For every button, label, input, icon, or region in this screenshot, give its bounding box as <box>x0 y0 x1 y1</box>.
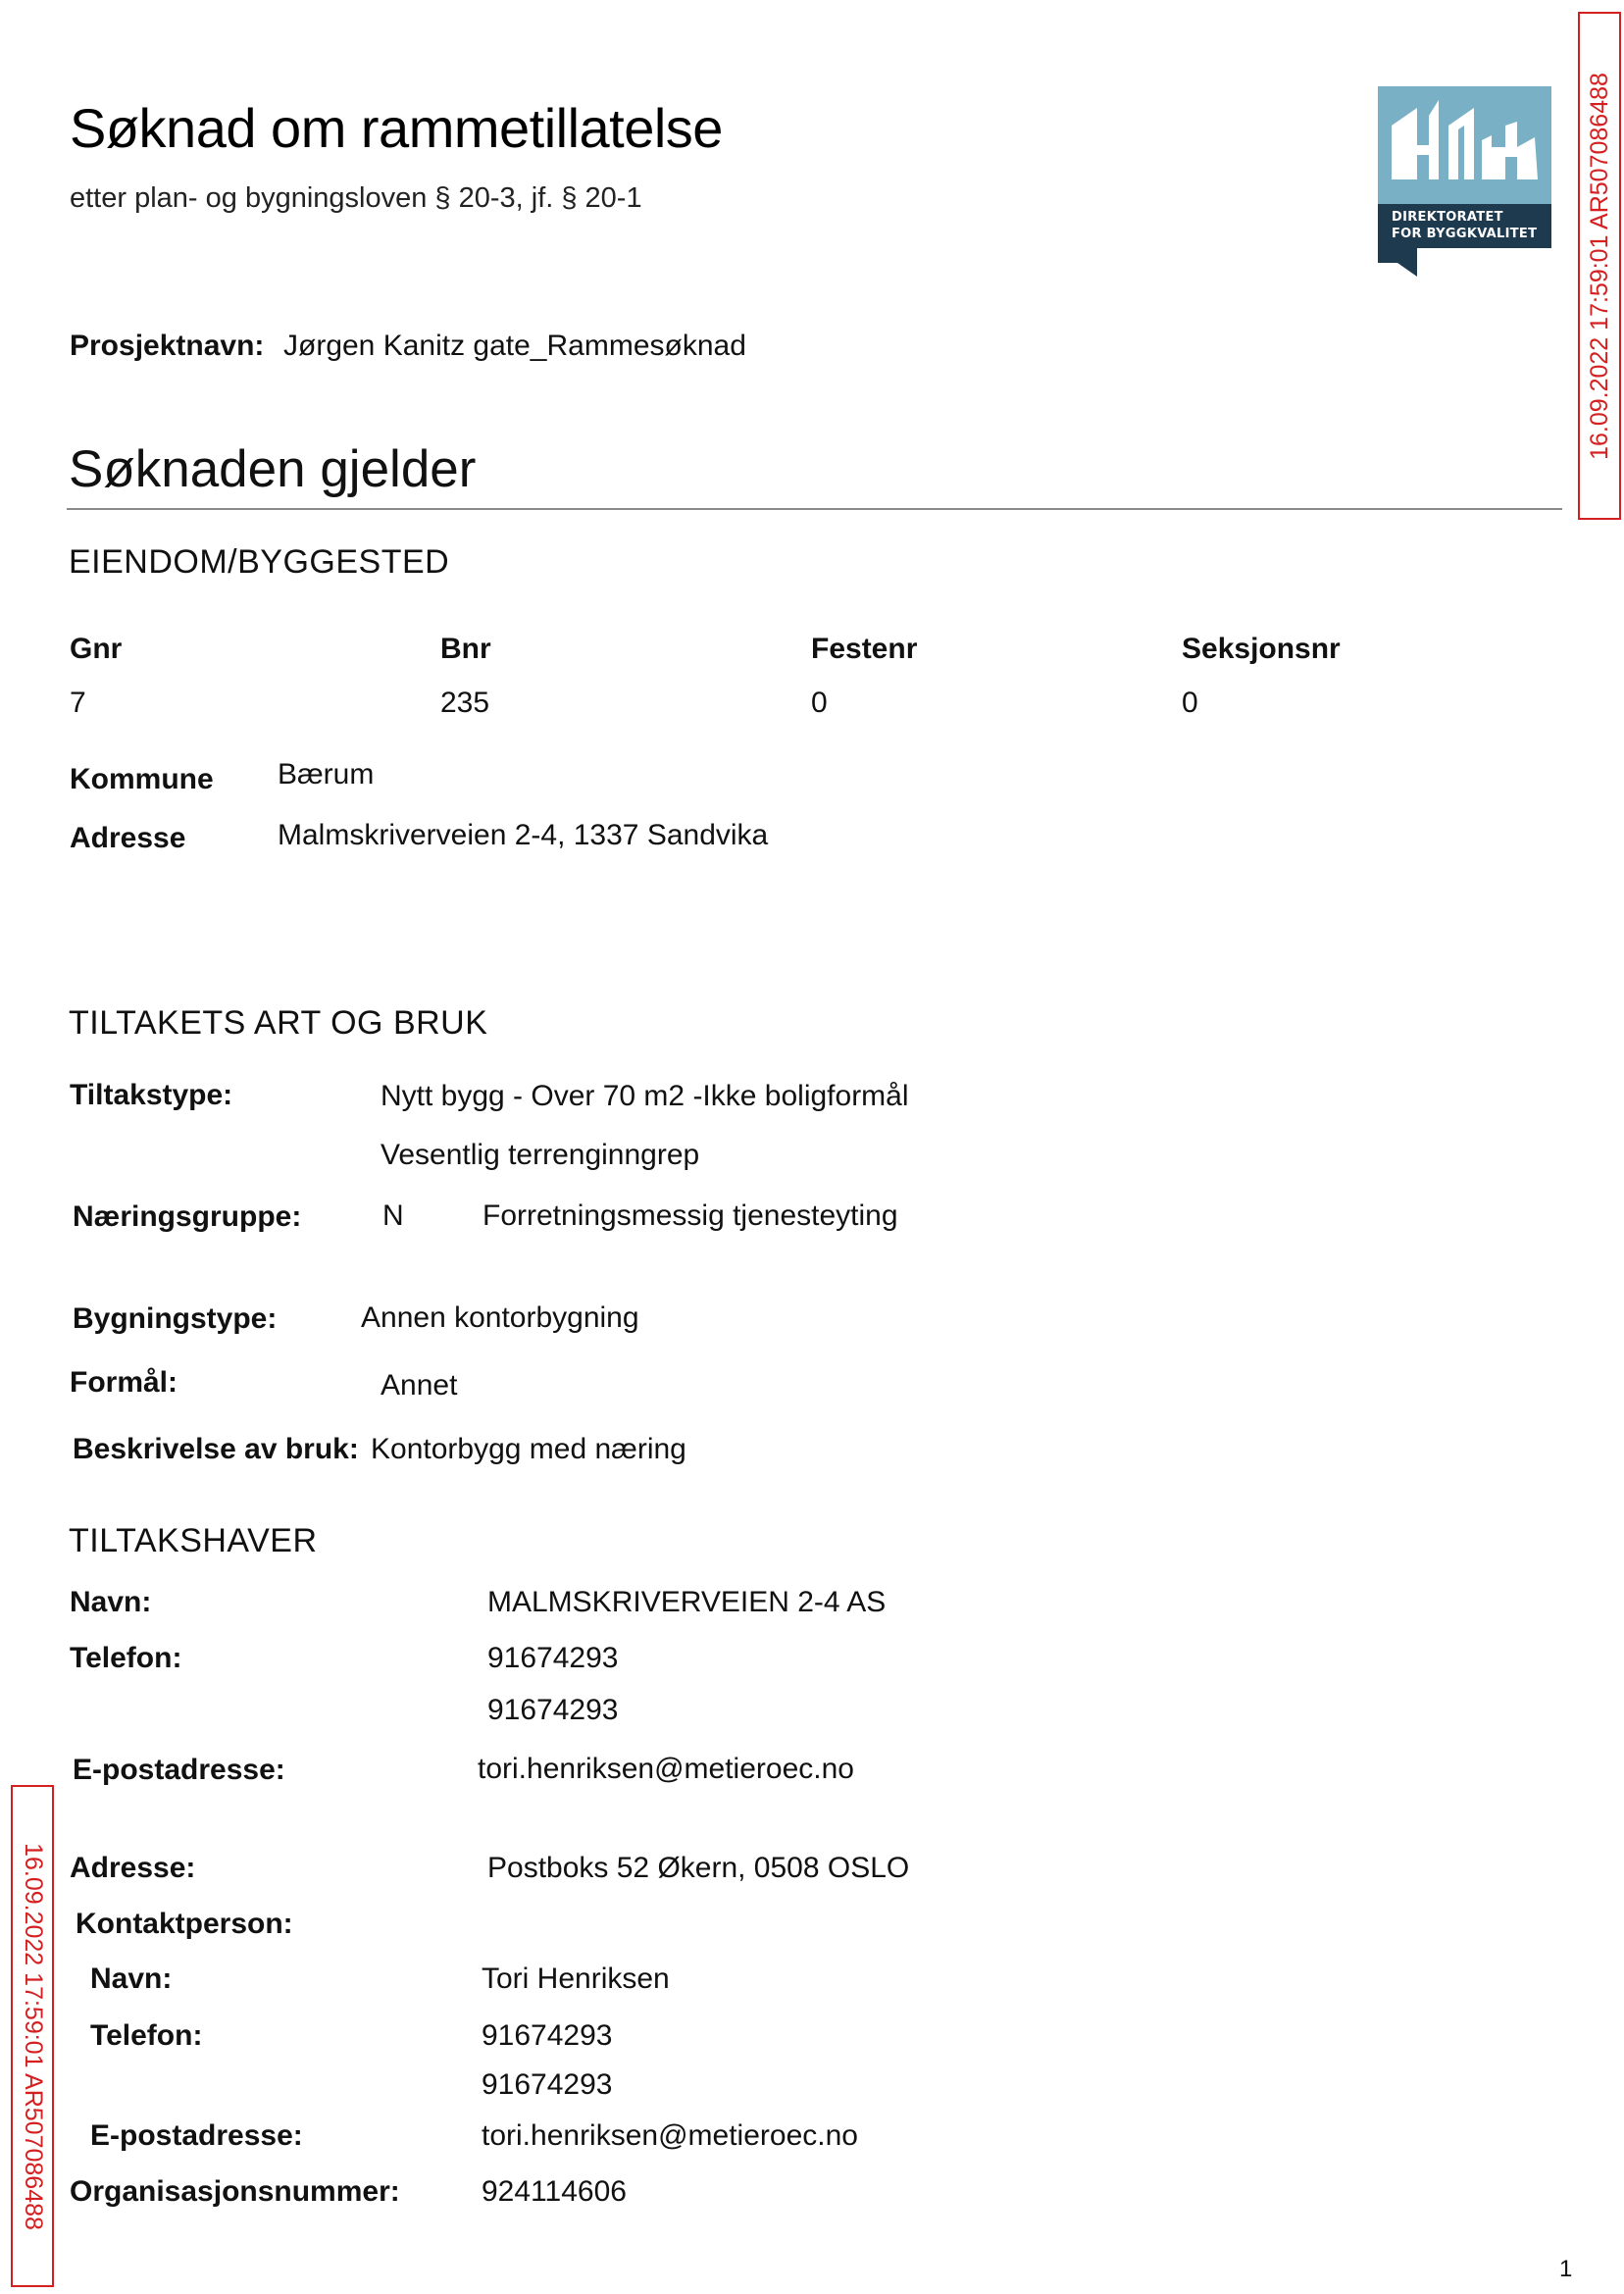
contact-email-value: tori.henriksen@metieroec.no <box>482 2119 858 2152</box>
owner-phone-value-2: 91674293 <box>487 1694 619 1726</box>
project-name-label: Prosjektnavn: <box>70 330 265 362</box>
document-subtitle: etter plan- og bygningsloven § 20-3, jf. § 20-1 <box>70 182 642 214</box>
seksjonsnr-value: 0 <box>1182 687 1198 719</box>
bnr-value: 235 <box>440 687 490 719</box>
owner-name-value: MALMSKRIVERVEIEN 2-4 AS <box>487 1586 887 1618</box>
naeringsgruppe-label: Næringsgruppe: <box>73 1200 302 1233</box>
owner-address-value: Postboks 52 Økern, 0508 OSLO <box>487 1852 910 1884</box>
property-address-label: Adresse <box>70 822 186 854</box>
page-number: 1 <box>1559 2256 1573 2282</box>
bygningstype-label: Bygningstype: <box>73 1302 278 1335</box>
festenr-label: Festenr <box>811 633 918 665</box>
archive-stamp-top-text: 16.09.2022 17:59:01 AR507086488 <box>1585 72 1613 460</box>
property-section-title: EIENDOM/BYGGESTED <box>69 543 450 581</box>
archive-stamp-bottom-text: 16.09.2022 17:59:01 AR507086488 <box>19 1842 47 2230</box>
project-name-value: Jørgen Kanitz gate_Rammesøknad <box>283 330 746 362</box>
naeringsgruppe-code: N <box>382 1199 404 1232</box>
contact-person-label: Kontaktperson: <box>76 1908 293 1940</box>
bygningstype-value: Annen kontorbygning <box>361 1301 639 1334</box>
beskrivelse-value: Kontorbygg med næring <box>371 1433 686 1465</box>
property-address-value: Malmskriverveien 2-4, 1337 Sandvika <box>278 819 769 851</box>
contact-phone-value-2: 91674293 <box>482 2068 613 2101</box>
formal-value: Annet <box>381 1369 458 1402</box>
dibk-logo-line2: FOR BYGGKVALITET <box>1392 227 1538 241</box>
tiltakstype-value-1: Nytt bygg - Over 70 m2 -Ikke boligformål <box>381 1080 909 1112</box>
seksjonsnr-label: Seksjonsnr <box>1182 633 1341 665</box>
bnr-label: Bnr <box>440 633 491 665</box>
heading-divider <box>67 508 1562 510</box>
document-title: Søknad om rammetillatelse <box>70 97 723 159</box>
gnr-label: Gnr <box>70 633 123 665</box>
contact-email-label: E-postadresse: <box>90 2119 303 2152</box>
owner-email-value: tori.henriksen@metieroec.no <box>478 1753 854 1785</box>
owner-name-label: Navn: <box>70 1586 152 1618</box>
kommune-label: Kommune <box>70 763 214 795</box>
contact-phone-value-1: 91674293 <box>482 2019 613 2052</box>
formal-label: Formål: <box>70 1366 178 1399</box>
tiltakstype-label: Tiltakstype: <box>70 1079 233 1111</box>
org-number-label: Organisasjonsnummer: <box>70 2175 400 2208</box>
owner-email-label: E-postadresse: <box>73 1754 285 1786</box>
measure-section-title: TILTAKETS ART OG BRUK <box>69 1004 488 1042</box>
dibk-logo-line1: DIREKTORATET <box>1392 210 1503 225</box>
dibk-logo <box>1378 86 1551 277</box>
dibk-logo-icon <box>1378 86 1551 204</box>
owner-section-title: TILTAKSHAVER <box>69 1522 318 1559</box>
beskrivelse-label: Beskrivelse av bruk: <box>73 1433 359 1465</box>
festenr-value: 0 <box>811 687 828 719</box>
dibk-logo-ribbon-icon <box>1378 248 1422 277</box>
naeringsgruppe-value: Forretningsmessig tjenesteyting <box>482 1199 898 1232</box>
contact-phone-label: Telefon: <box>90 2019 203 2052</box>
gnr-value: 7 <box>70 687 86 719</box>
contact-name-label: Navn: <box>90 1963 173 1995</box>
kommune-value: Bærum <box>278 758 375 790</box>
owner-address-label: Adresse: <box>70 1852 196 1884</box>
owner-phone-value-1: 91674293 <box>487 1642 619 1674</box>
org-number-value: 924114606 <box>482 2175 627 2208</box>
archive-stamp-bottom <box>11 1785 54 2287</box>
application-heading: Søknaden gjelder <box>69 440 477 498</box>
archive-stamp-top <box>1578 12 1621 520</box>
contact-name-value: Tori Henriksen <box>482 1963 670 1995</box>
dibk-logo-buildings-icon <box>1378 86 1551 204</box>
dibk-logo-text-band <box>1378 204 1551 248</box>
tiltakstype-value-2: Vesentlig terrenginngrep <box>381 1139 700 1171</box>
owner-phone-label: Telefon: <box>70 1642 182 1674</box>
